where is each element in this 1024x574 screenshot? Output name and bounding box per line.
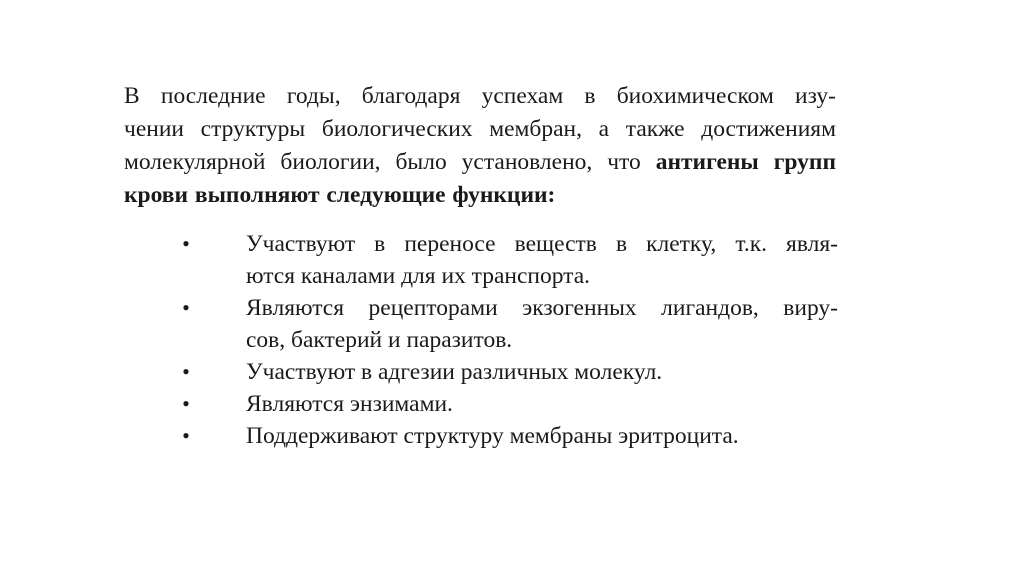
intro-line-3-text: молекулярной биологии, было установлено, что bbox=[124, 149, 656, 175]
intro-line-3-bold-text: антигены групп bbox=[655, 149, 836, 175]
list-item bbox=[178, 356, 838, 388]
list-item-line: Участвуют в адгезии различных молекул. bbox=[246, 359, 663, 385]
bullet-icon: • bbox=[182, 295, 190, 320]
list-item bbox=[178, 420, 838, 452]
bullet-icon: • bbox=[182, 359, 190, 384]
bullet-icon: • bbox=[182, 231, 190, 256]
list-item bbox=[178, 228, 838, 292]
intro-line-3 bbox=[124, 146, 836, 179]
intro-paragraph bbox=[124, 80, 836, 212]
list-item-line: Поддерживают структуру мембраны эритроцита. bbox=[246, 423, 739, 449]
bullet-icon: • bbox=[182, 423, 190, 448]
list-item bbox=[178, 388, 838, 420]
list-item-line: сов, бактерий и паразитов. bbox=[246, 327, 513, 353]
functions-list bbox=[178, 228, 838, 452]
list-item bbox=[178, 292, 838, 356]
intro-line-4-bold-text: крови выполняют следующие функции: bbox=[124, 182, 556, 208]
list-item-line: Участвуют в переносе веществ в клетку, т.к. явля- bbox=[246, 231, 838, 257]
bullet-icon: • bbox=[182, 391, 190, 416]
list-item-line: ются каналами для их транспорта. bbox=[246, 263, 591, 289]
list-item-line: Являются энзимами. bbox=[246, 391, 453, 417]
list-item-line: Являются рецепторами экзогенных лигандов, виру- bbox=[246, 295, 838, 321]
intro-line-2: чении структуры биологических мембран, а также достижениям bbox=[124, 116, 836, 142]
intro-line-1: В последние годы, благодаря успехам в биохимическом изу- bbox=[124, 83, 836, 109]
